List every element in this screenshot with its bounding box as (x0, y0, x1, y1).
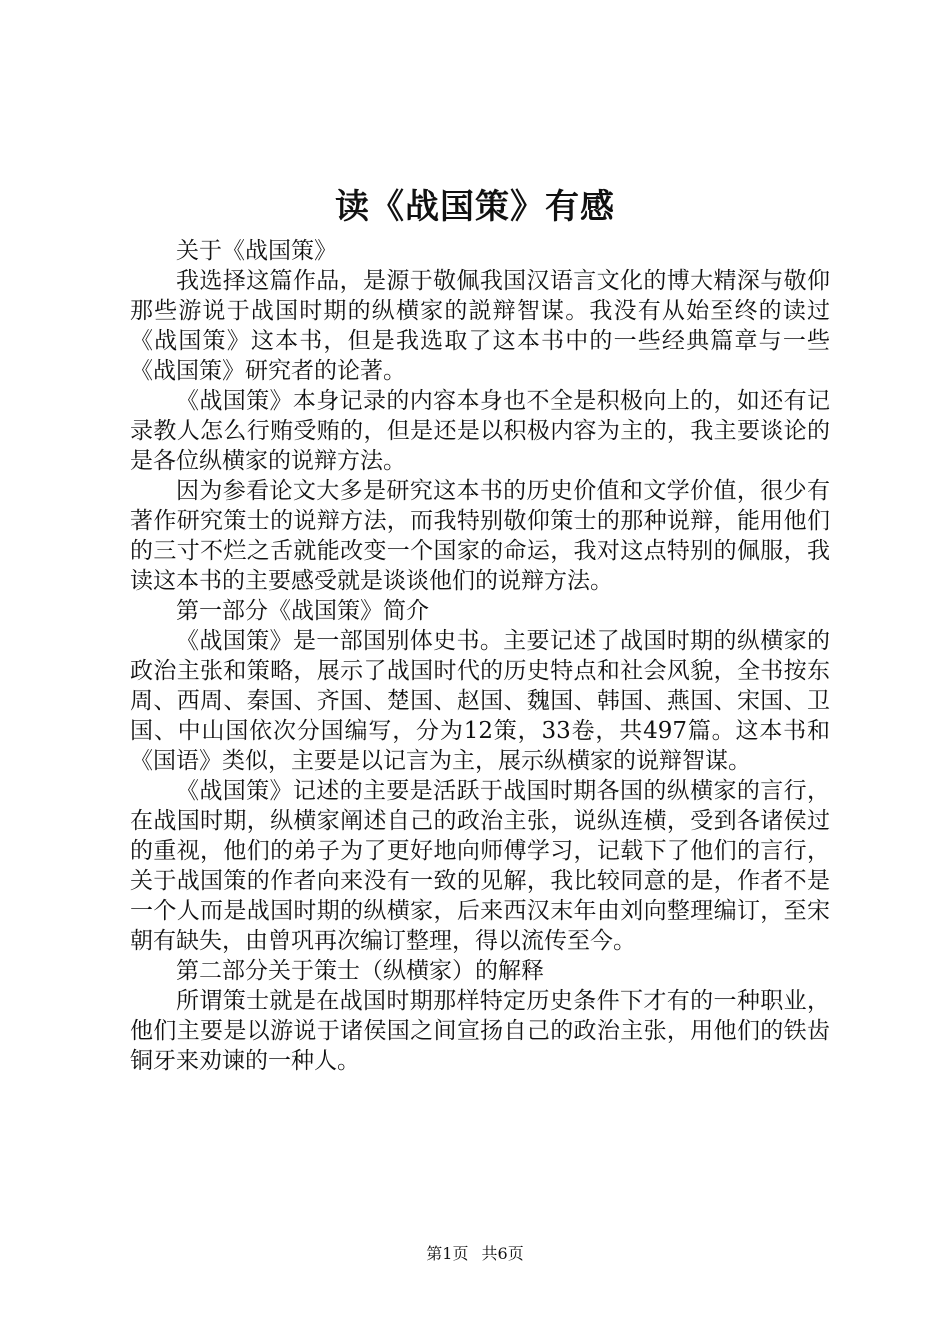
section-heading-part-two: 第二部分关于策士（纵横家）的解释 (176, 958, 544, 984)
paragraph: 我选择这篇作品，是源于敬佩我国汉语言文化的博大精深与敬仰那些游说于战国时期的纵横家的説辩智谋。我没有从始至终的读过《战国策》这本书，但是我选取了这本书中的一些经典篇章与一些《战国策》研究者的论著。 (130, 268, 830, 384)
page-footer (0, 1244, 950, 1264)
page-total: 共6页 (481, 1244, 524, 1263)
paragraph: 《战国策》本身记录的内容本身也不全是积极向上的，如还有记录教人怎么行贿受贿的，但是还是以积极内容为主的，我主要谈论的是各位纵横家的说辩方法。 (130, 388, 830, 474)
paragraph: 所谓策士就是在战国时期那样特定历史条件下才有的一种职业，他们主要是以游说于诸侯国之间宣扬自己的政治主张，用他们的铁齿铜牙来劝谏的一种人。 (130, 988, 830, 1074)
document-title: 读《战国策》有感 (335, 187, 615, 227)
paragraph-heading-about: 关于《战国策》 (176, 238, 337, 264)
paragraph: 《战国策》是一部国别体史书。主要记述了战国时期的纵横家的政治主张和策略，展示了战国时代的历史特点和社会风貌，全书按东周、西周、秦国、齐国、楚国、赵国、魏国、韩国、燕国、宋国、卫国、中山国依次分国编写，分为12策，33卷，共497篇。这本书和《国语》类似，主要是以记言为主，展示纵横家的说辩智谋。 (130, 628, 830, 774)
document-body (130, 236, 830, 1076)
page-number: 第1页 (426, 1244, 469, 1263)
paragraph: 《战国策》记述的主要是活跃于战国时期各国的纵横家的言行，在战国时期，纵横家阐述自己的政治主张，说纵连横，受到各诸侯过的重视，他们的弟子为了更好地向师傅学习，记载下了他们的言行，关于战国策的作者向来没有一致的见解，我比较同意的是，作者不是一个人而是战国时期的纵横家，后来西汉末年由刘向整理编订，至宋朝有缺失，由曾巩再次编订整理，得以流传至今。 (130, 778, 830, 954)
section-heading-part-one: 第一部分《战国策》简介 (176, 598, 429, 624)
paragraph: 因为参看论文大多是研究这本书的历史价值和文学价值，很少有著作研究策士的说辩方法，而我特别敬仰策士的那种说辩，能用他们的三寸不烂之舌就能改变一个国家的命运，我对这点特别的佩服，我读这本书的主要感受就是谈谈他们的说辩方法。 (130, 478, 830, 594)
